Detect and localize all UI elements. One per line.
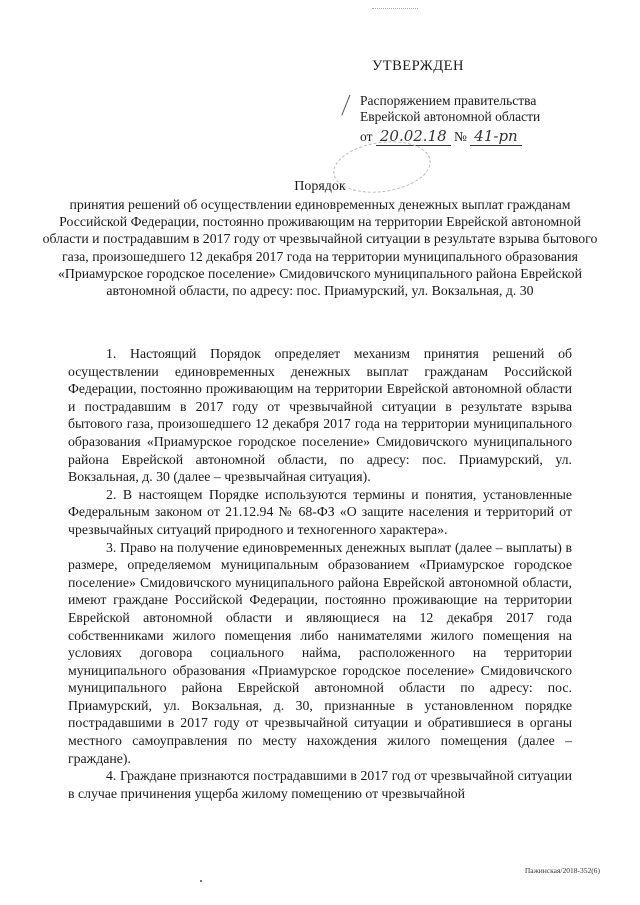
footer-code: Пажинская/2018-352(6): [524, 866, 600, 875]
approval-block: [360, 58, 600, 146]
approval-number: 41-рп: [470, 127, 521, 146]
number-prefix: №: [454, 129, 467, 144]
document-title: Порядок: [294, 179, 346, 194]
pen-mark: [341, 95, 359, 120]
approval-line-2: Еврейской автономной области: [360, 109, 541, 124]
approval-date: 20.02.18: [376, 127, 451, 146]
date-prefix: от: [360, 129, 373, 144]
paragraph-2: 2. В настоящем Порядке используются термины и понятия, установленные Федеральным законом от 21.12.94 № 68-ФЗ «О защите населения и территорий от чрезвычайных ситуаций природного и техногенного характера».: [68, 486, 572, 537]
paragraph-3: 3. Право на получение единовременных денежных выплат (далее – выплаты) в размере, определяемом муниципальным образованием «Приамурское городское поселение» Смидовичского муниципального района Еврейской автономной области, имеют граждане Российской Федерации, постоянно проживающие на территории Еврейской автономной области и являющиеся на 12 декабря 2017 года собственниками жилого помещения либо нанимателями жилого помещения на условиях договора социального найма, расположенного на территории муниципального образования «Приамурское городское поселение» Смидовичского муниципального района Еврейской автономной области по адресу: пос. Приамурский, ул. Вокзальная, д. 30, признанные в установленном порядке пострадавшими в 2017 году от чрезвычайной ситуации и обратившиеся в органы местного самоуправления по месту нахождения жилого помещения (далее – граждане).: [68, 539, 572, 766]
scan-mark: [372, 8, 418, 15]
paragraph-4: 4. Граждане признаются пострадавшими в 2017 год от чрезвычайной ситуации в случае причинения ущерба жилому помещению от чрезвычайной: [68, 768, 572, 801]
document-subtitle: принятия решений об осуществлении единовременных денежных выплат гражданам Российской Федерации, постоянно проживающим на территории Еврейской автономной области и пострадавшим в 2017 году от чрезвычайной ситуации в результате взрыва бытового газа, произошедшего 12 декабря 2017 года на территории муниципального образования «Приамурское городское поселение» Смидовичского муниципального района Еврейской автономной области, по адресу: пос. Приамурский, ул. Вокзальная, д. 30: [42, 197, 598, 299]
document-body: [68, 345, 572, 802]
paragraph-1: 1. Настоящий Порядок определяет механизм принятия решений об осуществлении единовременных денежных выплат гражданам Российской Федерации, постоянно проживающим на территории Еврейской автономной области и пострадавшим в 2017 году от чрезвычайной ситуации в результате взрыва бытового газа, произошедшего 12 декабря 2017 года на территории муниципального образования «Приамурское городское поселение» Смидовичского муниципального района Еврейской автономной области, по адресу: пос. Приамурский, ул. Вокзальная, д. 30 (далее – чрезвычайная ситуация).: [68, 346, 572, 485]
scan-dot: [200, 880, 202, 882]
approval-line-1: Распоряжением правительства: [360, 93, 537, 108]
approval-title: УТВЕРЖДЕН: [372, 58, 464, 74]
